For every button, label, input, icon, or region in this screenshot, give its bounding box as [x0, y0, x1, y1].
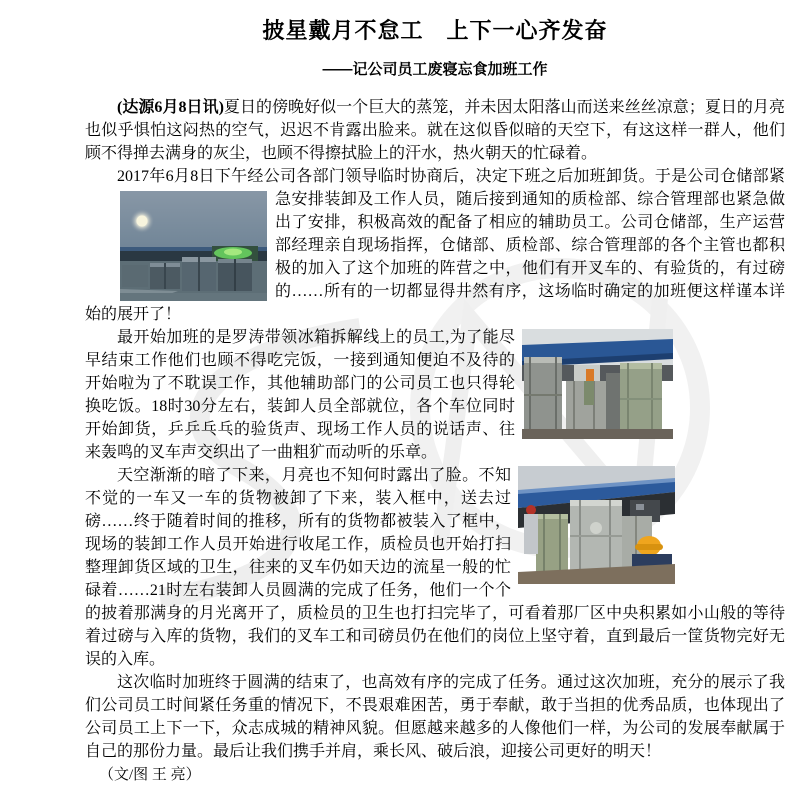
paragraph-1: [85, 96, 785, 165]
photo-unloading-dock: [522, 329, 673, 439]
page-subtitle: ——记公司员工废寝忘食加班工作: [322, 61, 548, 78]
paragraph-2: [85, 165, 785, 326]
paragraph-5: [85, 671, 785, 763]
paragraph-3: [85, 326, 785, 464]
paragraph-5-text: 这次临时加班终于圆满的结束了，也高效有序的完成了任务。通过这次加班，充分的展示了我们公司员工时间紧任务重的情况下，不畏艰难困苦，勇于奉献，敢于当担的优秀品质，也体现出了公司员工上下一下，众志成城的精神风貌。但愿越来越多的人像他们一样，为公司的发展奉献属于自己的那份力量。最后让我们携手并肩，乘长风、破后浪，迎接公司更好的明天！: [85, 674, 785, 760]
photo-night-loading-yard: [120, 191, 267, 301]
paragraph-4: [85, 464, 785, 671]
paragraph-3-text: 最开始加班的是罗涛带领冰箱拆解线上的员工,为了能尽早结束工作他们也顾不得吃完饭，一接到通知便迫不及待的开始啦为了不耽误工作，其他辅助部门的公司员工也只得轮换吃饭。18时30分左右，装卸人员全部就位，各个车位同时开始卸货，乒乒乓乓的验货声、现场工作人员的说话声、往来轰鸣的叉车声交织出了一曲粗犷而动听的乐章。: [85, 329, 515, 461]
photo-crates-workers: [518, 466, 675, 584]
paragraph-1-text: 夏日的傍晚好似一个巨大的蒸笼，并未因太阳落山而送来丝丝凉意；夏日的月亮也似乎惧怕这闷热的空气，迟迟不肯露出脸来。就在这似昏似暗的天空下，有这这样一群人，他们顾不得掸去满身的灰尘，也顾不得擦拭脸上的汗水，热火朝天的忙碌着。: [85, 99, 785, 162]
byline: （文/图 王 亮）: [99, 767, 201, 783]
paragraph-2-text-a: 2017年6月8日下午经公司各部门领导临时协商后，决定下班之后加班卸货。: [117, 168, 655, 185]
page-title: 披星戴月不怠工 上下一心齐发奋: [262, 18, 608, 43]
paragraph-2-text-b: 于是公司仓储部紧急安排装卸及工作人员，随后接到通知的质检部、综合管理部也紧急做出了安排，积极高效的配备了相应的辅助员工。公司仓储部，生产运营部经理亲自现场指挥，仓储部、质检部、综合管理部的各个主管也都积极的加入了这个加班的阵营之中，他们有开叉车的、有验货的，有过磅的……所有的一切都显得井然有序，这场临时确定的加班便这样谨本详始的展开了！: [85, 168, 785, 323]
document-page: [0, 18, 793, 783]
dateline: (达源6月8日讯): [117, 99, 224, 116]
paragraph-4-text: 天空渐渐的暗了下来，月亮也不知何时露出了脸。不知不觉的一车又一车的货物被卸了下来，装入框中，送去过磅……终于随着时间的推移，所有的货物都被装入了框中，现场的装卸工作人员开始进行收尾工作，质检员也开始打扫整理卸货区域的卫生，往来的叉车仍如天边的流星一般的忙碌着……21时左右装卸人员圆满的完成了任务，他们一个个的披着那满身的月光离开了，质检员的卫生也打扫完毕了，可看着那厂区中央积累如小山般的等待着过磅与入库的货物，我们的叉车工和司磅员仍在他们的岗位上坚守着，直到最后一筐货物完好无误的入库。: [85, 467, 785, 668]
article-body: [85, 96, 785, 786]
